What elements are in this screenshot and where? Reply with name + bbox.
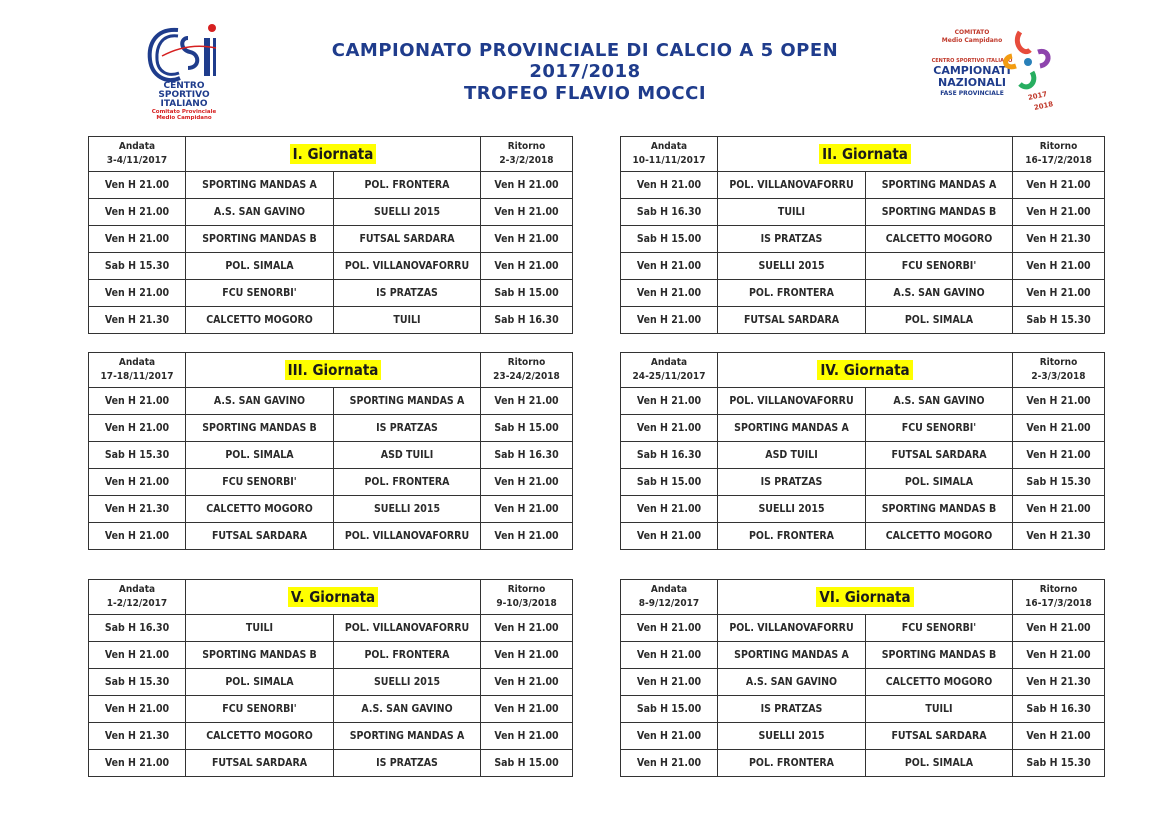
- andata-cell: [621, 580, 718, 615]
- andata-time: Ven H 21.00: [89, 415, 186, 442]
- andata-time: Ven H 21.00: [89, 226, 186, 253]
- match-row: [621, 469, 1105, 496]
- ritorno-time: Ven H 21.30: [1013, 523, 1105, 550]
- ritorno-time: Ven H 21.00: [1013, 172, 1105, 199]
- home-team: SPORTING MANDAS A: [718, 415, 866, 442]
- match-row: [621, 642, 1105, 669]
- logo-right-line1: COMITATO: [954, 29, 990, 36]
- round-title: II. Giornata: [819, 144, 911, 164]
- home-team: A.S. SAN GAVINO: [186, 199, 334, 226]
- match-row: [621, 388, 1105, 415]
- andata-time: Sab H 15.00: [621, 696, 718, 723]
- away-team: A.S. SAN GAVINO: [334, 696, 481, 723]
- match-row: [621, 442, 1105, 469]
- home-team: IS PRATZAS: [718, 696, 866, 723]
- ritorno-time: Ven H 21.00: [1013, 642, 1105, 669]
- round-title-cell: [186, 353, 481, 388]
- ritorno-time: Sab H 15.30: [1013, 750, 1105, 777]
- away-team: POL. VILLANOVAFORRU: [334, 615, 481, 642]
- andata-time: Ven H 21.00: [621, 669, 718, 696]
- home-team: FCU SENORBI': [186, 696, 334, 723]
- away-team: A.S. SAN GAVINO: [866, 280, 1013, 307]
- away-team: POL. FRONTERA: [334, 172, 481, 199]
- ritorno-time: Sab H 15.00: [481, 415, 573, 442]
- andata-time: Sab H 16.30: [621, 442, 718, 469]
- andata-time: Ven H 21.00: [621, 496, 718, 523]
- ritorno-time: Ven H 21.30: [1013, 226, 1105, 253]
- away-team: FUTSAL SARDARA: [334, 226, 481, 253]
- round-table: [88, 579, 573, 777]
- match-row: [89, 442, 573, 469]
- andata-time: Sab H 15.30: [89, 442, 186, 469]
- away-team: FCU SENORBI': [866, 253, 1013, 280]
- ritorno-time: Ven H 21.00: [481, 696, 573, 723]
- away-team: POL. VILLANOVAFORRU: [334, 253, 481, 280]
- andata-label: Andata: [118, 584, 156, 595]
- match-row: [621, 696, 1105, 723]
- andata-time: Ven H 21.00: [89, 523, 186, 550]
- ritorno-time: Ven H 21.00: [481, 523, 573, 550]
- andata-time: Ven H 21.00: [89, 172, 186, 199]
- match-row: [89, 388, 573, 415]
- round-table: [88, 352, 573, 550]
- away-team: ASD TUILI: [334, 442, 481, 469]
- ritorno-time: Ven H 21.00: [481, 642, 573, 669]
- andata-date: 1-2/12/2017: [106, 598, 168, 609]
- andata-time: Sab H 16.30: [89, 615, 186, 642]
- andata-time: Ven H 21.00: [621, 723, 718, 750]
- home-team: A.S. SAN GAVINO: [186, 388, 334, 415]
- match-row: [89, 615, 573, 642]
- home-team: POL. SIMALA: [186, 669, 334, 696]
- ritorno-time: Ven H 21.00: [1013, 199, 1105, 226]
- andata-time: Ven H 21.00: [621, 388, 718, 415]
- away-team: SUELLI 2015: [334, 199, 481, 226]
- ritorno-cell: [481, 353, 573, 388]
- page-header: [0, 0, 1169, 130]
- match-row: [89, 226, 573, 253]
- andata-time: Ven H 21.00: [89, 750, 186, 777]
- match-row: [89, 723, 573, 750]
- andata-label: Andata: [118, 357, 156, 368]
- andata-time: Ven H 21.00: [89, 469, 186, 496]
- match-row: [621, 253, 1105, 280]
- away-team: POL. SIMALA: [866, 307, 1013, 334]
- match-row: [621, 496, 1105, 523]
- logo-left-line1: CENTRO: [163, 81, 205, 91]
- home-team: POL. SIMALA: [186, 253, 334, 280]
- ritorno-time: Ven H 21.00: [1013, 253, 1105, 280]
- away-team: POL. FRONTERA: [334, 642, 481, 669]
- andata-time: Sab H 15.30: [89, 253, 186, 280]
- ritorno-time: Sab H 15.30: [1013, 469, 1105, 496]
- match-row: [621, 280, 1105, 307]
- away-team: FCU SENORBI': [866, 615, 1013, 642]
- match-row: [89, 523, 573, 550]
- ritorno-label: Ritorno: [507, 584, 546, 595]
- home-team: ASD TUILI: [718, 442, 866, 469]
- home-team: TUILI: [718, 199, 866, 226]
- ritorno-time: Sab H 16.30: [481, 442, 573, 469]
- andata-time: Sab H 16.30: [621, 199, 718, 226]
- home-team: SUELLI 2015: [718, 253, 866, 280]
- ritorno-time: Sab H 16.30: [1013, 696, 1105, 723]
- match-row: [621, 226, 1105, 253]
- round-header-row: [621, 353, 1105, 388]
- away-team: IS PRATZAS: [334, 415, 481, 442]
- logo-right-line5: NAZIONALI: [938, 76, 1006, 89]
- match-row: [621, 750, 1105, 777]
- ritorno-time: Sab H 15.00: [481, 280, 573, 307]
- home-team: IS PRATZAS: [718, 226, 866, 253]
- match-row: [621, 723, 1105, 750]
- ritorno-time: Ven H 21.30: [1013, 669, 1105, 696]
- away-team: POL. FRONTERA: [334, 469, 481, 496]
- andata-time: Ven H 21.00: [89, 642, 186, 669]
- andata-date: 24-25/11/2017: [632, 371, 706, 382]
- away-team: CALCETTO MOGORO: [866, 523, 1013, 550]
- andata-time: Ven H 21.00: [621, 253, 718, 280]
- ritorno-date: 9-10/3/2018: [496, 598, 557, 609]
- ritorno-time: Sab H 15.00: [481, 750, 573, 777]
- ritorno-time: Sab H 16.30: [481, 307, 573, 334]
- home-team: SPORTING MANDAS B: [186, 642, 334, 669]
- andata-time: Ven H 21.00: [89, 696, 186, 723]
- away-team: SPORTING MANDAS A: [866, 172, 1013, 199]
- home-team: SPORTING MANDAS B: [186, 226, 334, 253]
- ritorno-time: Ven H 21.00: [1013, 496, 1105, 523]
- round-title-cell: [718, 580, 1013, 615]
- home-team: SUELLI 2015: [718, 723, 866, 750]
- match-row: [89, 750, 573, 777]
- ritorno-cell: [481, 137, 573, 172]
- away-team: SUELLI 2015: [334, 669, 481, 696]
- andata-cell: [89, 353, 186, 388]
- ritorno-time: Ven H 21.00: [481, 199, 573, 226]
- ritorno-label: Ritorno: [1039, 584, 1078, 595]
- andata-time: Ven H 21.00: [89, 280, 186, 307]
- home-team: POL. SIMALA: [186, 442, 334, 469]
- round-title-cell: [718, 137, 1013, 172]
- logo-right-line4: CAMPIONATI: [933, 64, 1011, 77]
- home-team: SPORTING MANDAS A: [186, 172, 334, 199]
- away-team: TUILI: [334, 307, 481, 334]
- home-team: CALCETTO MOGORO: [186, 307, 334, 334]
- andata-time: Ven H 21.00: [621, 523, 718, 550]
- ritorno-time: Ven H 21.00: [481, 723, 573, 750]
- match-row: [621, 307, 1105, 334]
- away-team: TUILI: [866, 696, 1013, 723]
- match-row: [89, 496, 573, 523]
- round-title-cell: [186, 580, 481, 615]
- round-header-row: [89, 580, 573, 615]
- round-title: III. Giornata: [285, 360, 382, 380]
- home-team: CALCETTO MOGORO: [186, 496, 334, 523]
- ritorno-time: Ven H 21.00: [481, 388, 573, 415]
- andata-time: Ven H 21.00: [621, 280, 718, 307]
- away-team: SPORTING MANDAS B: [866, 496, 1013, 523]
- round-header-row: [89, 353, 573, 388]
- round-header-row: [89, 137, 573, 172]
- match-row: [89, 280, 573, 307]
- away-team: FUTSAL SARDARA: [866, 723, 1013, 750]
- andata-time: Ven H 21.00: [621, 172, 718, 199]
- andata-time: Sab H 15.00: [621, 226, 718, 253]
- away-team: POL. SIMALA: [866, 750, 1013, 777]
- away-team: SUELLI 2015: [334, 496, 481, 523]
- ritorno-time: Ven H 21.00: [481, 496, 573, 523]
- andata-time: Ven H 21.30: [89, 307, 186, 334]
- logo-right-line3: CENTRO SPORTIVO ITALIANO: [931, 58, 1013, 64]
- ritorno-cell: [1013, 137, 1105, 172]
- andata-label: Andata: [650, 357, 688, 368]
- page-title: CAMPIONATO PROVINCIALE DI CALCIO A 5 OPEN 2017/2018: [331, 40, 839, 82]
- home-team: FUTSAL SARDARA: [186, 523, 334, 550]
- andata-label: Andata: [650, 141, 688, 152]
- andata-time: Ven H 21.30: [89, 496, 186, 523]
- home-team: POL. VILLANOVAFORRU: [718, 615, 866, 642]
- home-team: SUELLI 2015: [718, 496, 866, 523]
- home-team: A.S. SAN GAVINO: [718, 669, 866, 696]
- home-team: POL. VILLANOVAFORRU: [718, 172, 866, 199]
- match-row: [89, 696, 573, 723]
- ritorno-time: Ven H 21.00: [481, 669, 573, 696]
- round-title: I. Giornata: [290, 144, 377, 164]
- ritorno-label: Ritorno: [1039, 357, 1078, 368]
- round-title: IV. Giornata: [817, 360, 912, 380]
- match-row: [89, 415, 573, 442]
- match-row: [621, 523, 1105, 550]
- ritorno-cell: [481, 580, 573, 615]
- page-subtitle: TROFEO FLAVIO MOCCI: [463, 83, 707, 104]
- ritorno-time: Ven H 21.00: [1013, 723, 1105, 750]
- ritorno-date: 16-17/2/2018: [1025, 155, 1092, 166]
- ritorno-label: Ritorno: [507, 141, 546, 152]
- logo-left-line3: ITALIANO: [160, 99, 208, 109]
- match-row: [89, 642, 573, 669]
- ritorno-cell: [1013, 580, 1105, 615]
- logo-right-year2: 2018: [1033, 100, 1054, 112]
- andata-date: 10-11/11/2017: [632, 155, 706, 166]
- match-row: [621, 615, 1105, 642]
- ritorno-time: Ven H 21.00: [1013, 415, 1105, 442]
- ritorno-date: 16-17/3/2018: [1025, 598, 1092, 609]
- home-team: FUTSAL SARDARA: [718, 307, 866, 334]
- round-table: [620, 352, 1105, 550]
- andata-date: 8-9/12/2017: [638, 598, 700, 609]
- ritorno-date: 2-3/3/2018: [1031, 371, 1086, 382]
- ritorno-cell: [1013, 353, 1105, 388]
- andata-label: Andata: [650, 584, 688, 595]
- ritorno-time: Ven H 21.00: [1013, 388, 1105, 415]
- ritorno-time: Ven H 21.00: [1013, 442, 1105, 469]
- away-team: SPORTING MANDAS B: [866, 199, 1013, 226]
- away-team: IS PRATZAS: [334, 750, 481, 777]
- ritorno-time: Sab H 15.30: [1013, 307, 1105, 334]
- andata-time: Ven H 21.00: [621, 642, 718, 669]
- round-table: [88, 136, 573, 334]
- match-row: [89, 199, 573, 226]
- round-title: VI. Giornata: [816, 587, 913, 607]
- andata-cell: [89, 137, 186, 172]
- home-team: POL. FRONTERA: [718, 523, 866, 550]
- ritorno-time: Ven H 21.00: [481, 226, 573, 253]
- away-team: FUTSAL SARDARA: [866, 442, 1013, 469]
- round-header-row: [621, 137, 1105, 172]
- logo-right-line6: FASE PROVINCIALE: [940, 90, 1004, 97]
- andata-time: Ven H 21.00: [89, 388, 186, 415]
- ritorno-time: Ven H 21.00: [481, 615, 573, 642]
- logo-right-year1: 2017: [1027, 90, 1048, 102]
- away-team: A.S. SAN GAVINO: [866, 388, 1013, 415]
- away-team: SPORTING MANDAS A: [334, 388, 481, 415]
- home-team: FUTSAL SARDARA: [186, 750, 334, 777]
- match-row: [89, 253, 573, 280]
- home-team: POL. VILLANOVAFORRU: [718, 388, 866, 415]
- home-team: FCU SENORBI': [186, 469, 334, 496]
- match-row: [621, 199, 1105, 226]
- andata-date: 3-4/11/2017: [106, 155, 168, 166]
- ritorno-label: Ritorno: [507, 357, 546, 368]
- andata-time: Sab H 15.30: [89, 669, 186, 696]
- match-row: [89, 172, 573, 199]
- round-table: [620, 579, 1105, 777]
- csi-logo: [140, 20, 230, 120]
- ritorno-date: 2-3/2/2018: [499, 155, 554, 166]
- andata-time: Ven H 21.00: [621, 615, 718, 642]
- away-team: SPORTING MANDAS B: [866, 642, 1013, 669]
- home-team: SPORTING MANDAS A: [718, 642, 866, 669]
- ritorno-label: Ritorno: [1039, 141, 1078, 152]
- home-team: TUILI: [186, 615, 334, 642]
- andata-cell: [89, 580, 186, 615]
- match-row: [621, 415, 1105, 442]
- ritorno-time: Ven H 21.00: [481, 253, 573, 280]
- andata-time: Ven H 21.00: [621, 307, 718, 334]
- home-team: POL. FRONTERA: [718, 750, 866, 777]
- away-team: SPORTING MANDAS A: [334, 723, 481, 750]
- ritorno-time: Ven H 21.00: [1013, 615, 1105, 642]
- andata-time: Ven H 21.00: [621, 415, 718, 442]
- logo-left-line5: Medio Campidano: [156, 115, 212, 120]
- home-team: IS PRATZAS: [718, 469, 866, 496]
- away-team: CALCETTO MOGORO: [866, 669, 1013, 696]
- andata-date: 17-18/11/2017: [100, 371, 174, 382]
- andata-time: Ven H 21.30: [89, 723, 186, 750]
- away-team: POL. SIMALA: [866, 469, 1013, 496]
- andata-time: Ven H 21.00: [89, 199, 186, 226]
- round-table: [620, 136, 1105, 334]
- match-row: [89, 307, 573, 334]
- round-title-cell: [718, 353, 1013, 388]
- logo-right-line2: Medio Campidano: [941, 37, 1003, 44]
- home-team: FCU SENORBI': [186, 280, 334, 307]
- andata-label: Andata: [118, 141, 156, 152]
- round-title: V. Giornata: [288, 587, 378, 607]
- home-team: SPORTING MANDAS B: [186, 415, 334, 442]
- round-header-row: [621, 580, 1105, 615]
- match-row: [89, 469, 573, 496]
- away-team: CALCETTO MOGORO: [866, 226, 1013, 253]
- round-title-cell: [186, 137, 481, 172]
- away-team: FCU SENORBI': [866, 415, 1013, 442]
- match-row: [621, 669, 1105, 696]
- andata-time: Sab H 15.00: [621, 469, 718, 496]
- away-team: POL. VILLANOVAFORRU: [334, 523, 481, 550]
- andata-cell: [621, 353, 718, 388]
- andata-time: Ven H 21.00: [621, 750, 718, 777]
- match-row: [89, 669, 573, 696]
- campionati-nazionali-logo: [920, 22, 1060, 114]
- home-team: POL. FRONTERA: [718, 280, 866, 307]
- home-team: CALCETTO MOGORO: [186, 723, 334, 750]
- ritorno-time: Ven H 21.00: [1013, 280, 1105, 307]
- match-row: [621, 172, 1105, 199]
- ritorno-time: Ven H 21.00: [481, 469, 573, 496]
- away-team: IS PRATZAS: [334, 280, 481, 307]
- logo-left-line2: SPORTIVO: [158, 90, 210, 100]
- ritorno-time: Ven H 21.00: [481, 172, 573, 199]
- andata-cell: [621, 137, 718, 172]
- ritorno-date: 23-24/2/2018: [493, 371, 560, 382]
- logo-left-line4: Comitato Provinciale: [151, 109, 217, 115]
